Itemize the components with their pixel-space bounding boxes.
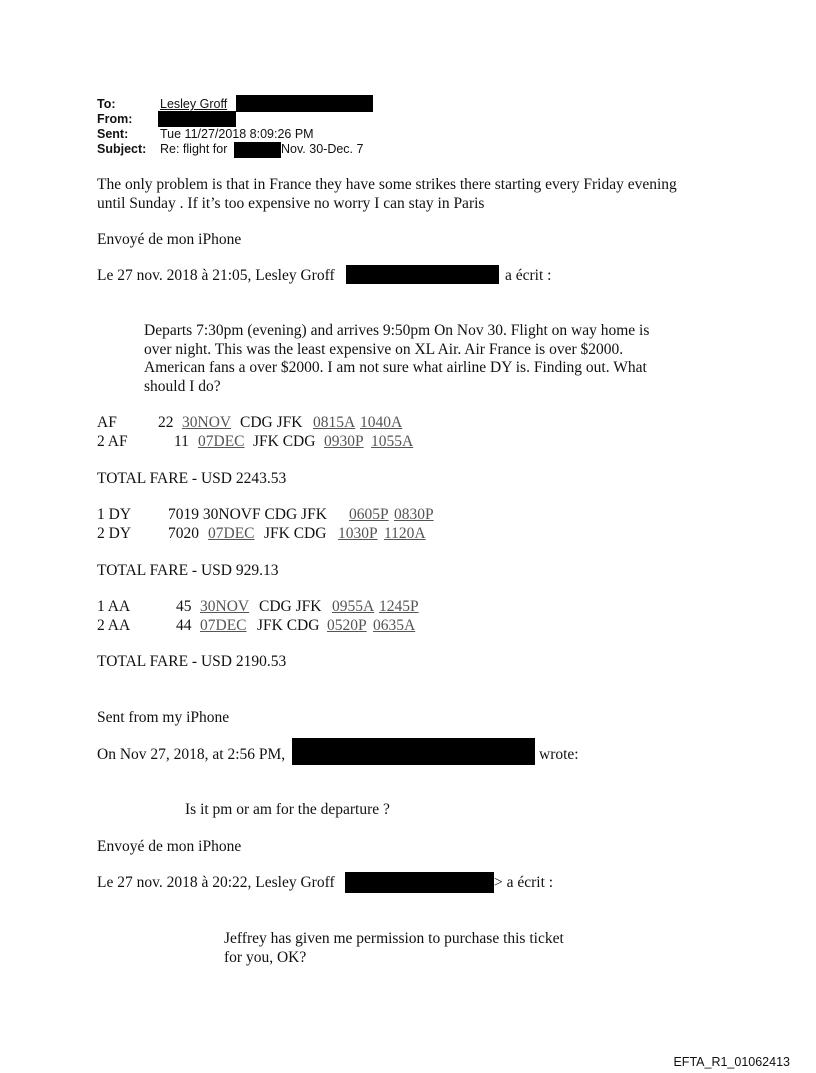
itinerary-route: JFK CDG [264, 525, 327, 542]
redaction-box [292, 738, 535, 765]
quote-header-prefix: On Nov 27, 2018, at 2:56 PM, [97, 746, 286, 763]
itinerary-time-link[interactable]: 1030P [338, 525, 378, 542]
itinerary-flight: 7019 30NOVF CDG JFK [168, 506, 327, 523]
itinerary-time-link[interactable]: 0520P [327, 617, 367, 634]
itinerary-time-link[interactable]: 1120A [384, 525, 426, 542]
header-sent-value: Tue 11/27/2018 8:09:26 PM [160, 127, 314, 141]
itinerary-route: CDG JFK [259, 598, 322, 615]
redaction-box [236, 95, 373, 112]
itinerary-date-link[interactable]: 07DEC [208, 525, 255, 542]
itinerary-time-link[interactable]: 0815A [313, 414, 356, 431]
itinerary-airline: 2 AF [97, 433, 128, 450]
quote-header-suffix: > a écrit : [494, 874, 554, 891]
quoted-text-line: American fans a over $2000. I am not sure what airline DY is. Finding out. What [144, 359, 647, 376]
itinerary-time-link[interactable]: 0955A [332, 598, 375, 615]
itinerary-time-link[interactable]: 1245P [379, 598, 419, 615]
header-sent-label: Sent: [97, 127, 129, 141]
itinerary-time-link[interactable]: 0635A [373, 617, 416, 634]
itinerary-time-link[interactable]: 1040A [360, 414, 403, 431]
redaction-box [346, 265, 499, 284]
header-to-label: To: [97, 97, 116, 111]
quoted-text-line: should I do? [144, 378, 221, 395]
signature: Sent from my iPhone [97, 709, 230, 726]
itinerary-time-link[interactable]: 0830P [394, 506, 434, 523]
itinerary-airline: 2 DY [97, 525, 132, 542]
itinerary-flight: 7020 [168, 525, 199, 542]
total-fare: TOTAL FARE - USD 929.13 [97, 562, 279, 579]
header-subject-suffix: Nov. 30-Dec. 7 [281, 142, 364, 156]
quote-header-suffix: wrote: [539, 746, 579, 763]
itinerary-time-link[interactable]: 0605P [349, 506, 389, 523]
itinerary-airline: AF [97, 414, 117, 431]
header-subject-prefix: Re: flight for [160, 142, 228, 156]
signature: Envoyé de mon iPhone [97, 838, 242, 855]
itinerary-time-link[interactable]: 1055A [371, 433, 414, 450]
redaction-box [234, 142, 281, 158]
itinerary-airline: 1 DY [97, 506, 132, 523]
itinerary-date-link[interactable]: 30NOV [200, 598, 250, 615]
itinerary-flight: 11 [174, 433, 189, 450]
itinerary-time-link[interactable]: 0930P [324, 433, 364, 450]
redaction-box [345, 872, 494, 893]
bates-number: EFTA_R1_01062413 [673, 1055, 790, 1069]
itinerary-flight: 44 [176, 617, 192, 634]
itinerary-route: JFK CDG [257, 617, 320, 634]
header-to-value: Lesley Groff [160, 97, 228, 111]
itinerary-airline: 1 AA [97, 598, 131, 615]
body-paragraph-line: until Sunday . If it’s too expensive no worry I can stay in Paris [97, 195, 485, 212]
itinerary-date-link[interactable]: 07DEC [198, 433, 245, 450]
signature: Envoyé de mon iPhone [97, 231, 242, 248]
itinerary-route: JFK CDG [253, 433, 316, 450]
itinerary-date-link[interactable]: 07DEC [200, 617, 247, 634]
itinerary-flight: 45 [176, 598, 192, 615]
quote-header-prefix: Le 27 nov. 2018 à 21:05, Lesley Groff [97, 267, 335, 284]
quoted-text-line: Departs 7:30pm (evening) and arrives 9:50pm On Nov 30. Flight on way home is [144, 322, 650, 339]
quote-header-prefix: Le 27 nov. 2018 à 20:22, Lesley Groff [97, 874, 335, 891]
redaction-box [158, 111, 236, 127]
total-fare: TOTAL FARE - USD 2243.53 [97, 470, 287, 487]
header-from-label: From: [97, 112, 133, 126]
itinerary-date-link[interactable]: 30NOV [182, 414, 232, 431]
quote-header-suffix: a écrit : [505, 267, 552, 284]
itinerary-route: CDG JFK [240, 414, 303, 431]
quoted-text-line: for you, OK? [224, 949, 307, 966]
header-subject-label: Subject: [97, 142, 147, 156]
quoted-text-line: over night. This was the least expensive on XL Air. Air France is over $2000. [144, 341, 624, 358]
quoted-text-line: Is it pm or am for the departure ? [185, 801, 390, 818]
body-paragraph-line: The only problem is that in France they have some strikes there starting every Friday evening [97, 176, 677, 193]
itinerary-flight: 22 [158, 414, 174, 431]
total-fare: TOTAL FARE - USD 2190.53 [97, 653, 287, 670]
itinerary-airline: 2 AA [97, 617, 131, 634]
quoted-text-line: Jeffrey has given me permission to purchase this ticket [224, 930, 564, 947]
